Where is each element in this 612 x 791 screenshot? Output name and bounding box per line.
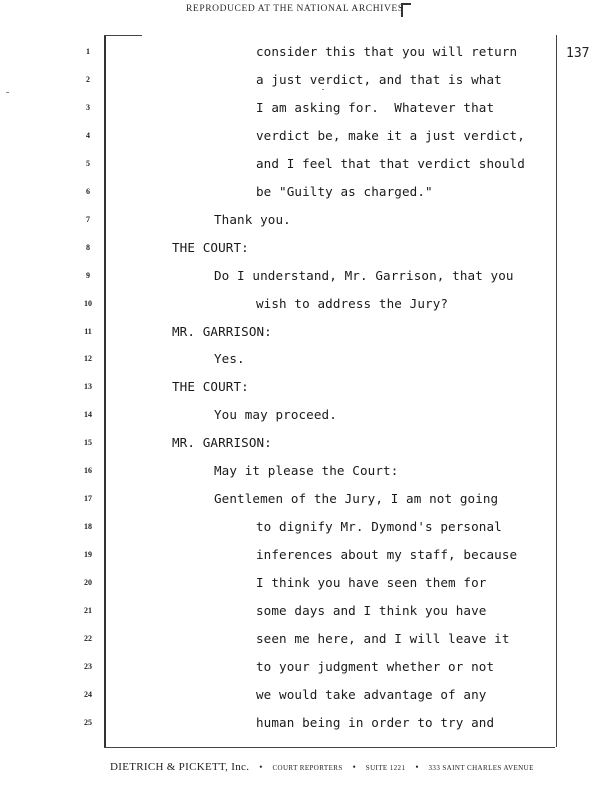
line-number: 18 [84, 522, 92, 532]
line-number: 23 [84, 661, 92, 671]
footer-service: COURT REPORTERS [272, 764, 343, 772]
transcript-line: I think you have seen them for [256, 575, 487, 591]
transcript-line: verdict be, make it a just verdict, [256, 127, 525, 143]
transcript-line: some days and I think you have [256, 603, 487, 618]
transcript-line: we would take advantage of any [256, 686, 487, 702]
footer-address: 333 SAINT CHARLES AVENUE [428, 764, 534, 772]
archive-stamp: REPRODUCED AT THE NATIONAL ARCHIVES [186, 4, 404, 14]
line-number: 22 [84, 633, 92, 643]
footer-separator: • [415, 762, 419, 772]
transcript-line: be "Guilty as charged." [256, 183, 433, 199]
line-number: 12 [84, 354, 92, 364]
transcript-line: to your judgment whether or not [256, 658, 495, 674]
line-number: 2 [86, 74, 90, 84]
line-number: 17 [84, 494, 92, 504]
line-number: 4 [86, 130, 90, 140]
line-number: 14 [84, 410, 92, 420]
line-number: 1 [86, 47, 90, 56]
footer [110, 757, 570, 775]
frame-top-rule [104, 35, 142, 36]
transcript-line: Do I understand, Mr. Garrison, that you [214, 267, 514, 283]
transcript-line: human being in order to try and [256, 714, 495, 730]
transcript-line: Yes. [214, 351, 245, 367]
line-number: 24 [84, 689, 92, 699]
footer-firm-name: DIETRICH & PICKETT, Inc. [110, 761, 250, 773]
line-number: 7 [86, 214, 90, 224]
frame-bottom-rule [104, 747, 555, 748]
transcript-line: a just verdict, and that is what [256, 71, 502, 87]
line-number: 25 [84, 717, 92, 727]
line-number: 20 [84, 578, 92, 588]
line-number: 9 [86, 270, 90, 280]
transcript-line: You may proceed. [214, 407, 337, 423]
line-number: 21 [84, 606, 92, 615]
line-number: 5 [86, 158, 90, 168]
transcript-line: consider this that you will return [256, 44, 518, 59]
transcript-line: seen me here, and I will leave it [256, 630, 510, 646]
footer-separator: • [259, 762, 263, 772]
scan-speck [6, 92, 9, 93]
transcript-line: MR. GARRISON: [172, 323, 272, 339]
transcript-line: I am asking for. Whatever that [256, 99, 495, 115]
line-number: 6 [86, 186, 90, 196]
scan-speck [322, 89, 324, 90]
transcript-line: to dignify Mr. Dymond's personal [256, 519, 502, 535]
line-number: 19 [84, 550, 92, 560]
line-number: 13 [84, 382, 92, 392]
transcript-line: MR. GARRISON: [172, 435, 272, 451]
line-number: 10 [84, 298, 92, 308]
line-number: 15 [84, 438, 92, 448]
line-number: 8 [86, 242, 90, 252]
transcript-line: May it please the Court: [214, 463, 399, 479]
footer-suite: SUITE 1221 [365, 764, 406, 772]
transcript-line: wish to address the Jury? [256, 295, 449, 311]
transcript-line: inferences about my staff, because [256, 547, 518, 563]
transcript-line: Gentlemen of the Jury, I am not going [214, 491, 499, 507]
transcript-line: THE COURT: [172, 379, 249, 395]
line-number: 16 [84, 466, 92, 476]
archive-stamp-mark [401, 3, 411, 17]
line-number: 3 [86, 102, 90, 112]
transcript-line: and I feel that that verdict should [256, 155, 525, 171]
page-number: 137 [566, 46, 590, 61]
transcript-line: Thank you. [214, 211, 291, 227]
line-number: 11 [84, 326, 92, 336]
transcript-line: THE COURT: [172, 239, 249, 255]
footer-separator: • [352, 762, 356, 772]
